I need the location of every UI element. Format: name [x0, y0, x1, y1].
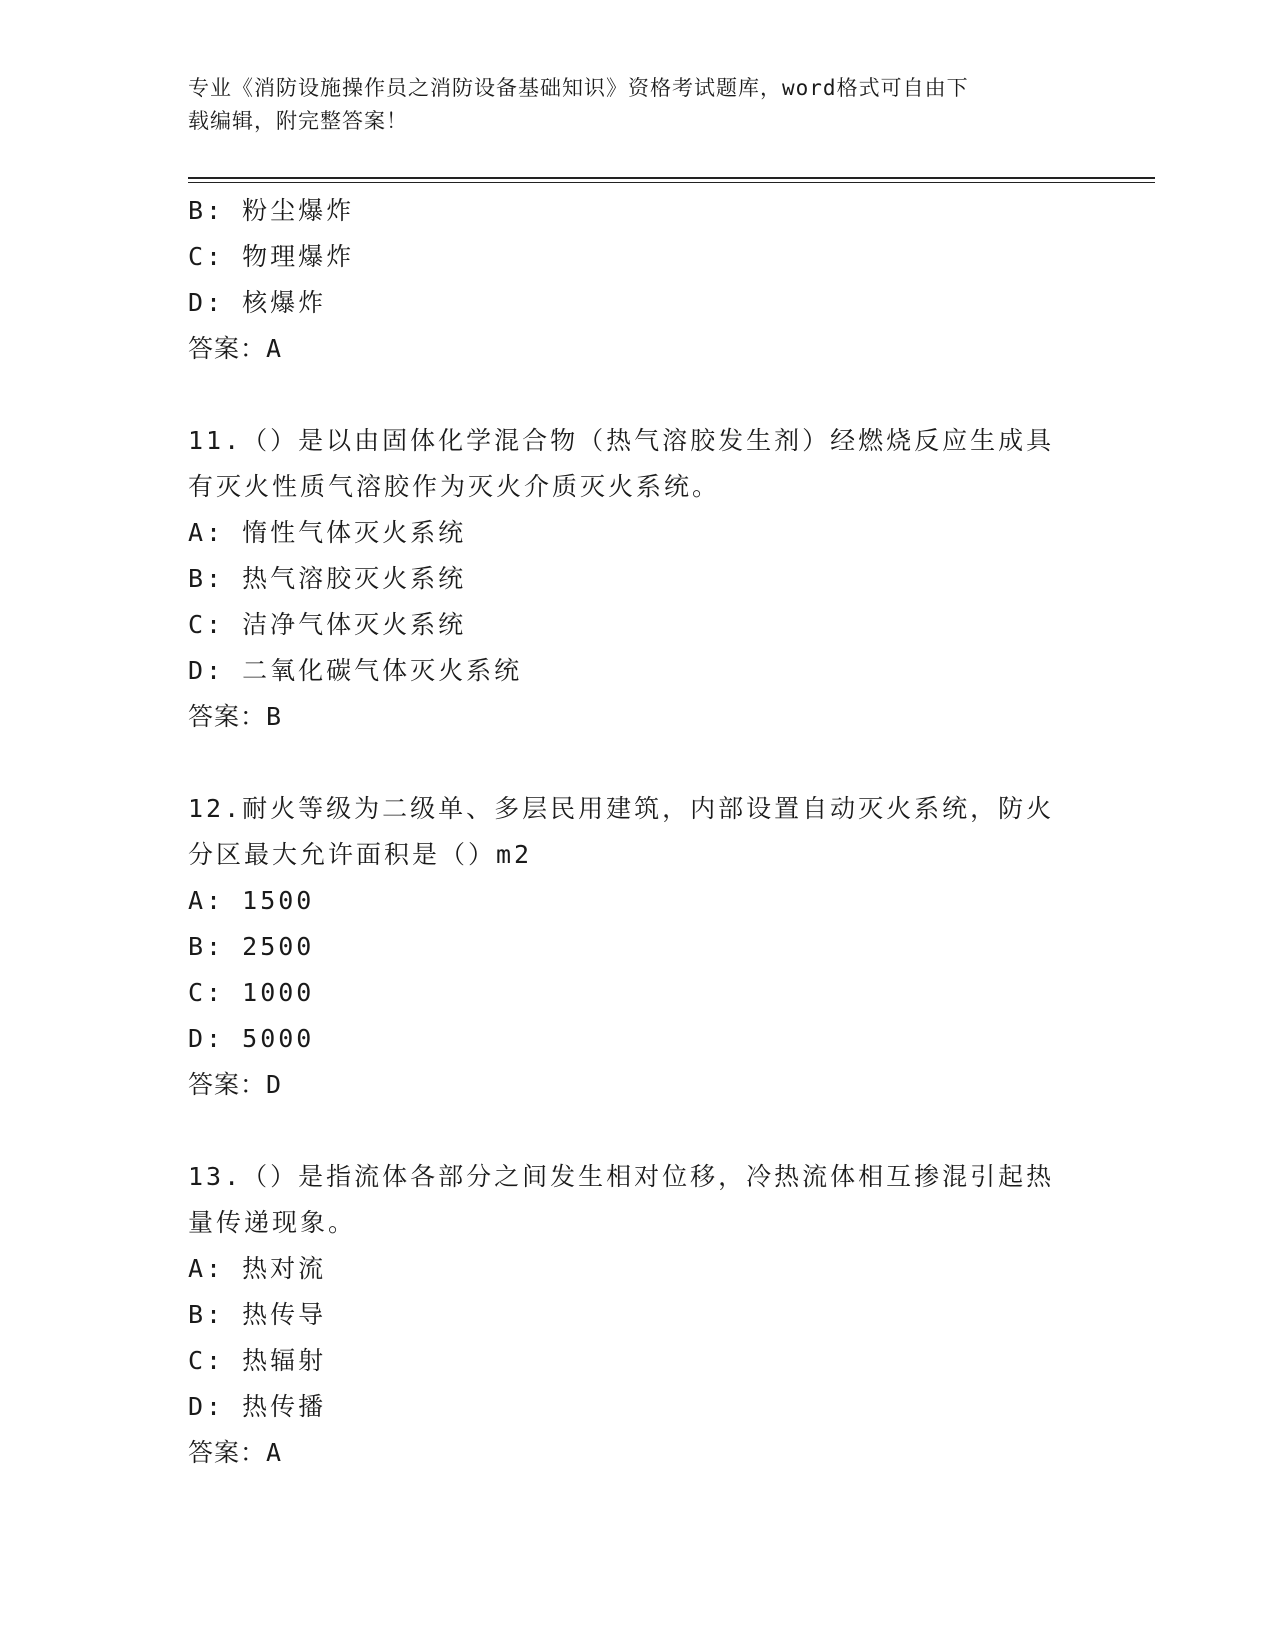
option-c: C: 热辐射	[188, 1346, 327, 1375]
question-text-line-2: 分区最大允许面积是（）m2	[188, 840, 533, 869]
option-b: B: 粉尘爆炸	[188, 196, 355, 225]
option-b: B: 热气溶胶灭火系统	[188, 564, 467, 593]
question-text-line-2: 量传递现象。	[188, 1208, 357, 1237]
header-line-2: 载编辑，附完整答案！	[188, 109, 408, 133]
question-text-line-1: 13.（）是指流体各部分之间发生相对位移，冷热流体相互掺混引起热	[188, 1162, 1055, 1191]
answer-line: 答案：A	[188, 1438, 283, 1467]
option-d: D: 热传播	[188, 1392, 327, 1421]
option-a: A: 1500	[188, 886, 315, 915]
option-a: A: 热对流	[188, 1254, 327, 1283]
question-12	[188, 786, 1088, 1108]
option-c: C: 1000	[188, 978, 315, 1007]
question-list	[188, 188, 1088, 1476]
option-d: D: 5000	[188, 1024, 315, 1053]
option-d: D: 核爆炸	[188, 288, 327, 317]
question-10	[188, 188, 1088, 372]
answer-line: 答案：B	[188, 702, 283, 731]
spacer	[188, 1108, 1088, 1154]
document-header	[188, 72, 1068, 138]
option-b: B: 热传导	[188, 1300, 327, 1329]
answer-line: 答案：A	[188, 334, 283, 363]
header-line-1: 专业《消防设施操作员之消防设备基础知识》资格考试题库，word格式可自由下	[188, 76, 969, 100]
question-11	[188, 418, 1088, 740]
answer-line: 答案：D	[188, 1070, 283, 1099]
option-a: A: 惰性气体灭火系统	[188, 518, 467, 547]
header-divider-thick	[188, 177, 1155, 179]
spacer	[188, 372, 1088, 418]
question-13	[188, 1154, 1088, 1476]
option-c: C: 物理爆炸	[188, 242, 355, 271]
question-text-line-2: 有灭火性质气溶胶作为灭火介质灭火系统。	[188, 472, 721, 501]
header-divider-thin	[188, 182, 1155, 183]
option-d: D: 二氧化碳气体灭火系统	[188, 656, 523, 685]
question-text-line-1: 12.耐火等级为二级单、多层民用建筑，内部设置自动灭火系统，防火	[188, 794, 1055, 823]
option-b: B: 2500	[188, 932, 315, 961]
option-c: C: 洁净气体灭火系统	[188, 610, 467, 639]
question-text-line-1: 11.（）是以由固体化学混合物（热气溶胶发生剂）经燃烧反应生成具	[188, 426, 1055, 455]
spacer	[188, 740, 1088, 786]
